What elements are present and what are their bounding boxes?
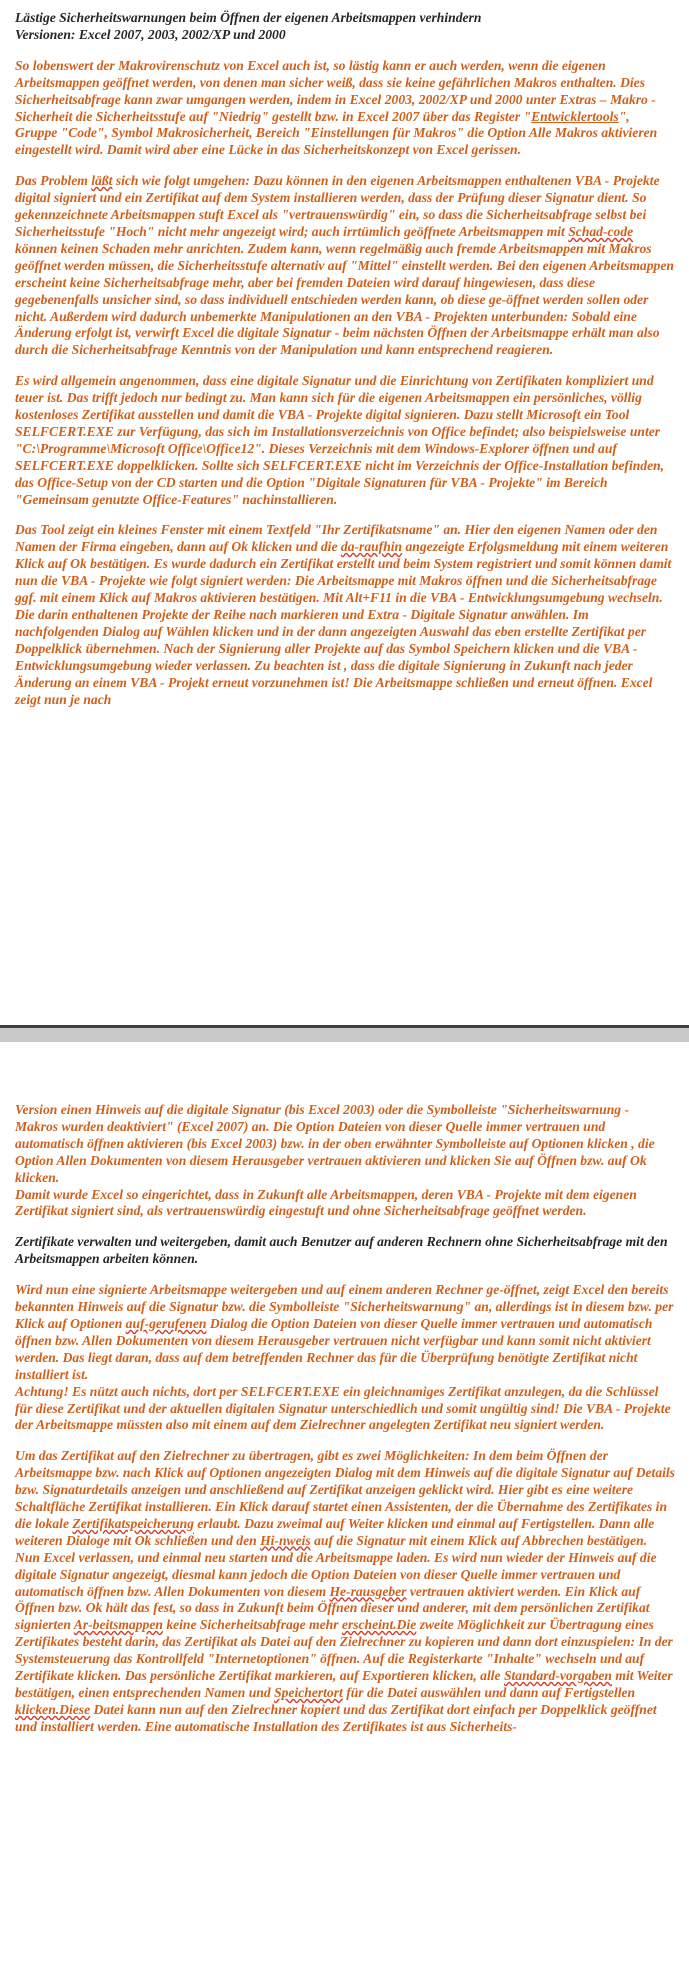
spellcheck-word: Ar-beitsmappen [73, 1617, 163, 1633]
spellcheck-word: Hi-nweis [260, 1532, 311, 1548]
paragraph-other-computer-text-a: Wird nun eine signierte Arbeitsmappe weitergeben und auf einem anderen Rechner ge-öffnet, zeigt Excel den bereits bekannten Hinweis auf die Signatur bzw. die Symbolleiste "Sicherheitswarnung" an, allerdings ist in diesem bzw. per Klick auf Optionen [15, 1282, 674, 1331]
document-title [15, 10, 675, 44]
spellcheck-word: Schad-code [568, 223, 634, 239]
paragraph-transfer-text-h: für die Datei auswählen und dann auf Fertigstellen [342, 1685, 636, 1700]
spellcheck-word: Speichertort [274, 1685, 343, 1700]
title-line-2: Versionen: Excel 2007, 2003, 2002/XP und 2000 [15, 26, 286, 42]
paragraph-tool-text-b: angezeigte Erfolgsmeldung mit einem weiteren Klick auf Ok bestätigen. Es wurde dadurch ein Zertifikat erstellt und beim System registriert und somit können damit nun die VBA - Projekte wie folgt signiert werden: Die Arbeitsmappe mit Makros öffnen und die Sicherheitsabfrage ggf. mit einem Klick auf Makros aktivieren bestätigen. Mit Alt+F11 in die VBA - Entwicklungsumgebung wechseln. Die darin enthaltenen Projekte der Reihe nach markieren und Extra - Digitale Signatur anwählen. Im nachfolgenden Dialog auf Wählen klicken und in der dann angezeigten Auswahl das eben erstellte Zertifikat per Doppelklick übernehmen. Nach der Signierung aller Projekte auf das Symbol Speichern klicken und die VBA - Entwicklungsumgebung wieder verlassen. Zu beachten ist , dass die digitale Signierung in Zukunft nach jeder Änderung an einem VBA - Projekt erneut vorzunehmen ist! Die Arbeitsmappe schließen und erneut öffnen. Excel zeigt nun je nach [15, 539, 672, 707]
spellcheck-word: Zertifikatspeicherung [72, 1515, 194, 1531]
paragraph-transfer-text-b: erlaubt. Dazu zweimal auf Weiter klicken und einmal auf Fertigstellen. Dann alle weiteren Dialoge mit Ok schließen und den [15, 1515, 655, 1548]
paragraph-other-computer-text-b: Dialog die Option Dateien von dieser Quelle immer vertrauen und automatisch öffnen bzw. Allen Dokumenten von diesem Herausgeber vertrauen nicht verfügbar und kann somit nicht aktiviert werden. Das liegt daran, dass auf dem betreffenden Rechner das für die Überprüfung benötigte Zertifikat nicht installiert ist. [15, 1315, 653, 1382]
paragraph-transfer-text-c: auf die Signatur mit einem Klick auf Abbrechen bestätigen. Nun Excel verlassen, und einmal neu starten und die Arbeitsmappe laden. Es wird nun wieder der Hinweis auf die digitale Signatur angezeigt, diesmal kann jedoch die Option Dateien von dieser Quelle immer vertrauen und automatisch öffnen bzw. Allen Dokumenten von diesem [15, 1532, 657, 1599]
spellcheck-word: läßt [91, 173, 113, 189]
paragraph-intro [15, 58, 675, 159]
paragraph-selfcert: Es wird allgemein angenommen, dass eine digitale Signatur und die Einrichtung von Zertifikaten kompliziert und teuer ist. Das trifft jedoch nur bedingt zu. Man kann sich für die eigenen Arbeitsmappen ein persönliches, völlig kostenloses Zertifikat ausstellen und damit die VBA - Projekte digital signieren. Dazu stellt Microsoft ein Tool SELFCERT.EXE zur Verfügung, das sich im Installationsverzeichnis von Office befindet; also beispielsweise unter "C:\Programme\Microsoft Office\Office12". Dieses Verzeichnis mit dem Windows-Explorer öffnen und auf SELFCERT.EXE doppelklicken. Sollte sich SELFCERT.EXE nicht im Verzeichnis der Office-Installation befinden, das Office-Setup von der CD starten und die Option "Digitale Signaturen für VBA - Projekte" im Bereich "Gemeinsam genutzte Office-Features" nachinstallieren. [15, 373, 665, 507]
section-heading: Zertifikate verwalten und weitergeben, damit auch Benutzer auf anderen Rechnern ohne Sicherheitsabfrage mit den Arbeitsmappen arbeiten können. [15, 1234, 668, 1267]
spellcheck-word: erscheint.Die [341, 1617, 417, 1633]
paragraph-version-hint: Version einen Hinweis auf die digitale Signatur (bis Excel 2003) oder die Symbolleiste "Sicherheitswarnung - Makros wurden deaktiviert" (Excel 2007) an. Die Option Dateien von dieser Quelle immer vertrauen und automatisch öffnen aktivieren (bis Excel 2003) bzw. in der oben erwähnter Symbolleiste auf Optionen klicken , die Option Allen Dokumenten von diesem Herausgeber vertrauen aktivieren und klicken Sie auf Öffnen bzw. auf Ok klicken. [15, 1102, 655, 1185]
paragraph-transfer-text-i: Datei kann nun auf den Zielrechner kopiert und das Zertifikat dort einfach per Doppelklick geöffnet und installiert werden. Eine automatische Installation des Zertifikates ist aus Sicherheits- [15, 1701, 657, 1734]
page-2-text-column [15, 1102, 675, 1750]
paragraph-intro-text-a: So lobenswert der Makrovirenschutz von Excel auch ist, so lästig kann er auch werden, wenn die eigenen Arbeitsmappen geöffnet werden, von denen man sicher weiß, dass sie keine gefährlichen Makros enthalten. Dies Sicherheitsabfrage kann zwar umgangen werden, indem in Excel 2003, 2002/XP und 2000 unter Extras – Makro - Sicherheit die Sicherheitsstufe auf "Niedrig" gestellt bzw. in Excel 2007 über das Register " [15, 57, 656, 124]
paragraph-warning: Achtung! Es nützt auch nichts, dort per SELFCERT.EXE ein gleichnamiges Zertifikat anzulegen, da die Schlüssel für diese Zertifikat und der aktuellen digitalen Signatur unterschiedlich und somit ungültig sind! Die VBA - Projekte der Arbeitsmappe müssten also mit einem auf dem Zielrechner angelegten Zertifikat neu signiert werden. [15, 1383, 671, 1433]
paragraph-other-computer [15, 1282, 675, 1383]
paragraph-problem-text-a: Das Problem [15, 173, 92, 189]
paragraph-problem [15, 173, 675, 359]
spellcheck-word: klicken.Diese [15, 1701, 91, 1717]
page-1-text-column [15, 10, 675, 722]
paragraph-problem-text-c: können keinen Schaden mehr anrichten. Zudem kann, wenn regelmäßig auch fremde Arbeitsmappen mit Makros geöffnet werden müssen, die Sicherheitsstufe alternativ auf "Mittel" einstellt werden. Bei den eigenen Arbeitsmappen erscheint keine Sicherheitsabfrage mehr, aber bei fremden Dateien wird darauf hingewiesen, dass diese gegebenenfalls unsicher sind, so dass individuell entschieden werden kann, ob diese ge-öffnet werden sollen oder nicht. Außerdem wird dadurch unbemerkte Manipulationen an den VBA - Projekten unterbunden: Sobald eine Änderung erfolgt ist, verwirft Excel die digitale Signatur - beim nächsten Öffnen der Arbeitsmappe erhält man also durch die Sicherheitsabfrage Kenntnis von der Manipulation und kann entsprechend reagieren. [15, 240, 674, 358]
page-separator [0, 1025, 689, 1042]
paragraph-transfer-text-g: mit Weiter bestätigen, einen entsprechenden Namen und [15, 1668, 673, 1700]
document-page-2 [0, 1042, 689, 1961]
spellcheck-word: He-rausgeber [329, 1583, 407, 1599]
spellcheck-word: da-raufhin [340, 539, 403, 555]
hyperlink-entwicklertools[interactable]: Entwicklertools [531, 108, 619, 124]
paragraph-transfer-text-a: Um das Zertifikat auf den Zielrechner zu übertragen, gibt es zwei Möglichkeiten: In dem beim Öffnen der Arbeitsmappe bzw. nach Klick auf Optionen angezeigten Dialog mit dem Hinweis auf die digitale Signatur auf Details bzw. Signaturdetails anzeigen und anschließend auf Zertifikat anzeigen geklickt wird. Hier gibt es eine weitere Schaltfläche Zertifikat installieren. Ein Klick darauf startet einen Assistenten, der die Übernahme des Zertifikates in die lokale [15, 1448, 675, 1531]
paragraph-transfer-text-e: keine Sicherheitsabfrage mehr [162, 1617, 342, 1633]
paragraph-transfer-text-d: vertrauen aktiviert werden. Ein Klick auf Öffnen bzw. Ok hält das fest, so dass in Zukunft beim Öffnen dieser und anderer, mit dem persönlichen Zertifikat signierten [15, 1583, 650, 1633]
title-line-1: Lästige Sicherheitswarnungen beim Öffnen der eigenen Arbeitsmappen verhindern [15, 10, 482, 25]
paragraph-tool-text-a: Das Tool zeigt ein kleines Fenster mit einem Textfeld "Ihr Zertifikatsname" an. Hier den eigenen Namen oder den Namen der Firma eingeben, dann auf Ok klicken und die [15, 522, 658, 555]
paragraph-transfer-text-f: zweite Möglichkeit zur Übertragung eines Zertifikates besteht darin, das Zertifikat als Datei auf den Zielrechner zu kopieren und dann dort einzuspielen: In der Systemsteuerung das Kontrollfeld "Internetoptionen" öffnen. Auf die Registerkarte "Inhalte" wechseln und auf Zertifikate klicken. Das persönliche Zertifikat markieren, auf Exportieren klicken, alle [15, 1617, 673, 1684]
spellcheck-word: Standard-vorgaben [503, 1668, 612, 1684]
paragraph-result: Damit wurde Excel so eingerichtet, dass in Zukunft alle Arbeitsmappen, deren VBA - Projekte mit dem eigenen Zertifikat signiert sind, als vertrauenswürdig eingestuft und ohne Sicherheitsabfrage geöffnet werden. [15, 1186, 637, 1219]
paragraph-problem-text-b: sich wie folgt umgehen: Dazu können in den eigenen Arbeitsmappen enthaltenen VBA - Projekte digital signiert und ein Zertifikat auf dem System installieren werden, dass der Prüfung dieser Signatur dient. So gekennzeichnete Arbeitsmappen stuft Excel als "vertrauenswürdig" ein, so dass die Sicherheitsabfrage selbst bei Sicherheitsstufe "Hoch" nicht mehr angezeigt wird; auch irrtümlich geöffnete Arbeitsmappen mit [15, 173, 660, 239]
spellcheck-word: auf-gerufenen [125, 1315, 207, 1331]
paragraph-intro-text-b: ", Gruppe "Code", Symbol Makrosicherheit, Bereich "Einstellungen für Makros" die Option Alle Makros aktivieren eingestellt wird. Damit wird aber eine Lücke in das Sicherheitskonzept von Excel gerissen. [15, 108, 658, 158]
paragraph-transfer [15, 1448, 675, 1735]
paragraph-tool [15, 522, 675, 708]
